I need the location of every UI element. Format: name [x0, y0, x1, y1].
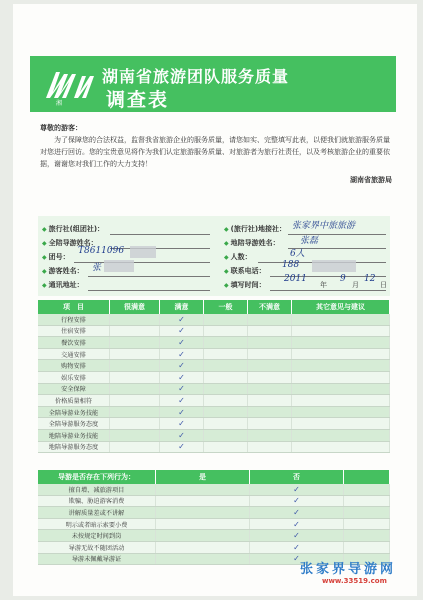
rating-checkbox-cell[interactable]: [204, 418, 248, 429]
rating-comment-cell[interactable]: [292, 349, 390, 360]
behavior-no-cell[interactable]: [250, 519, 344, 530]
rating-row: [38, 384, 390, 396]
date-day-value: 12: [364, 274, 376, 284]
check-mark-icon: ✓: [178, 384, 185, 394]
date-field: [224, 280, 266, 290]
group-no-value: T8611096: [78, 246, 125, 256]
rating-checkbox-cell[interactable]: [160, 442, 204, 453]
behavior-no-cell[interactable]: [250, 542, 344, 553]
behavior-item-label: 讲解质量差或不讲解: [38, 507, 156, 518]
behavior-yes-cell[interactable]: [156, 530, 250, 541]
rating-row: [38, 407, 390, 419]
watermark-text: 张家界导游网: [300, 562, 397, 577]
behavior-item-label: 明示或者暗示索要小费: [38, 519, 156, 530]
behavior-header-question: 导游是否存在下列行为：: [38, 470, 156, 484]
check-mark-icon: ✓: [178, 326, 185, 336]
rating-comment-cell[interactable]: [292, 360, 390, 371]
behavior-yes-cell[interactable]: [156, 507, 250, 518]
service-rating-table: [38, 300, 390, 453]
rating-checkbox-cell[interactable]: [248, 384, 292, 395]
rating-item-label: 购物安排: [38, 360, 110, 371]
redaction: [130, 246, 156, 258]
rating-checkbox-cell[interactable]: [204, 384, 248, 395]
check-mark-icon: ✓: [293, 554, 300, 564]
rating-item-label: 餐饮安排: [38, 337, 110, 348]
address-line[interactable]: [88, 280, 210, 291]
behavior-no-cell[interactable]: [250, 496, 344, 507]
rating-checkbox-cell[interactable]: [248, 360, 292, 371]
rating-checkbox-cell[interactable]: [204, 372, 248, 383]
date-day-unit: 日: [380, 281, 387, 289]
local-agency-field: [224, 224, 286, 234]
rating-item-label: 交通安排: [38, 349, 110, 360]
rating-checkbox-cell[interactable]: [110, 418, 160, 429]
redaction: [104, 260, 134, 272]
tour-guide-line[interactable]: [110, 238, 210, 249]
behavior-row: [38, 484, 390, 496]
rating-header-item: 项 目: [38, 300, 110, 314]
behavior-header-yes: 是: [156, 470, 250, 484]
rating-header-comments: 其它意见与建议: [292, 300, 390, 314]
date-label: ◆ 填写时间：: [224, 281, 266, 289]
rating-header-average: 一般: [204, 300, 248, 314]
rating-checkbox-cell[interactable]: [160, 407, 204, 418]
rating-checkbox-cell[interactable]: [204, 360, 248, 371]
date-year-value: 2011: [284, 274, 307, 284]
behavior-item-label: 未按规定时间到岗: [38, 530, 156, 541]
rating-row: [38, 430, 390, 442]
rating-comment-cell[interactable]: [292, 372, 390, 383]
date-month-unit: 月: [352, 281, 359, 289]
logo-text: 湘: [56, 100, 63, 106]
check-mark-icon: ✓: [178, 337, 185, 347]
rating-checkbox-cell[interactable]: [160, 418, 204, 429]
behavior-yes-cell[interactable]: [156, 554, 250, 565]
rating-checkbox-cell[interactable]: [110, 395, 160, 406]
local-guide-label: ◆ 地陪导游姓名：: [224, 239, 280, 247]
rating-header-unsatisfied: 不满意: [248, 300, 292, 314]
rating-checkbox-cell[interactable]: [248, 349, 292, 360]
behavior-row: [38, 542, 390, 554]
rating-checkbox-cell[interactable]: [110, 337, 160, 348]
rating-checkbox-cell[interactable]: [160, 337, 204, 348]
rating-comment-cell[interactable]: [292, 384, 390, 395]
local-guide-value: 张磊: [300, 236, 319, 246]
tourist-name-field: [42, 266, 84, 276]
letter-signature: 湖南省旅游局: [350, 176, 392, 184]
behavior-item-label: 擅自增、减旅游项目: [38, 484, 156, 495]
rating-comment-cell[interactable]: [292, 442, 390, 453]
rating-checkbox-cell[interactable]: [248, 326, 292, 337]
behavior-blank-cell: [344, 507, 390, 518]
rating-checkbox-cell[interactable]: [248, 442, 292, 453]
rating-checkbox-cell[interactable]: [160, 384, 204, 395]
check-mark-icon: ✓: [293, 531, 300, 541]
tour-info-section: [38, 216, 390, 296]
rating-item-label: 娱乐安排: [38, 372, 110, 383]
letter-salutation: 尊敬的游客：: [40, 124, 82, 132]
rating-checkbox-cell[interactable]: [248, 314, 292, 325]
rating-item-label: 住宿安排: [38, 326, 110, 337]
rating-checkbox-cell[interactable]: [160, 314, 204, 325]
group-no-field: [42, 252, 70, 262]
check-mark-icon: ✓: [293, 507, 300, 517]
rating-checkbox-cell[interactable]: [248, 430, 292, 441]
hunan-tourism-logo: [42, 62, 104, 106]
rating-row: [38, 372, 390, 384]
check-mark-icon: ✓: [293, 484, 300, 494]
local-agency-label: ◆ (旅行社)地接社：: [224, 225, 286, 233]
behavior-blank-cell: [344, 496, 390, 507]
rating-checkbox-cell[interactable]: [110, 407, 160, 418]
behavior-header-blank: [344, 470, 390, 484]
rating-checkbox-cell[interactable]: [160, 326, 204, 337]
check-mark-icon: ✓: [178, 395, 185, 405]
behavior-yes-cell[interactable]: [156, 542, 250, 553]
letter-body: 为了保障您的合法权益，监督我省旅游企业的服务质量，请您如实、完整填写此表，以便我们就旅游服务质量对您进行回访。您的宝贵意见将作为我们认定旅游服务质量、对旅游者为旅行社责任，以及考核旅游企业的重要依据，谢谢您对我们工作的大力支持！: [40, 136, 390, 168]
rating-row: [38, 360, 390, 372]
guide-behavior-table: [38, 470, 390, 565]
rating-comment-cell[interactable]: [292, 314, 390, 325]
form-header: [30, 56, 396, 112]
check-mark-icon: ✓: [293, 542, 300, 552]
address-label: ◆ 通讯地址：: [42, 281, 84, 289]
behavior-no-cell[interactable]: [250, 484, 344, 495]
rating-item-label: 价格质量相符: [38, 395, 110, 406]
rating-checkbox-cell[interactable]: [248, 337, 292, 348]
rating-checkbox-cell[interactable]: [204, 337, 248, 348]
contact-label: ◆ 联系电话：: [224, 267, 266, 275]
rating-comment-cell[interactable]: [292, 407, 390, 418]
tourist-name-value: 张: [92, 263, 102, 273]
behavior-blank-cell: [344, 530, 390, 541]
check-mark-icon: ✓: [178, 372, 185, 382]
contact-field: [224, 266, 266, 276]
behavior-blank-cell: [344, 484, 390, 495]
rating-checkbox-cell[interactable]: [204, 326, 248, 337]
check-mark-icon: ✓: [178, 361, 185, 371]
behavior-header-no: 否: [250, 470, 344, 484]
watermark-url: www.33519.com: [322, 577, 387, 585]
check-mark-icon: ✓: [178, 419, 185, 429]
rating-checkbox-cell[interactable]: [204, 430, 248, 441]
rating-checkbox-cell[interactable]: [160, 372, 204, 383]
form-title-line2: 调查表: [106, 89, 170, 111]
contact-value: 188: [282, 260, 300, 270]
rating-checkbox-cell[interactable]: [110, 384, 160, 395]
behavior-yes-cell[interactable]: [156, 484, 250, 495]
rating-checkbox-cell[interactable]: [204, 395, 248, 406]
rating-row: [38, 326, 390, 338]
behavior-header-row: [38, 470, 390, 484]
behavior-row: [38, 496, 390, 508]
behavior-no-cell[interactable]: [250, 507, 344, 518]
people-label: ◆ 人数：: [224, 253, 252, 261]
agency-label: ◆ 旅行社(组团社)：: [42, 225, 104, 233]
behavior-yes-cell[interactable]: [156, 496, 250, 507]
local-agency-value: 张家界中旅旅游: [292, 221, 356, 231]
rating-checkbox-cell[interactable]: [204, 349, 248, 360]
date-year-unit: 年: [320, 281, 327, 289]
rating-checkbox-cell[interactable]: [110, 360, 160, 371]
people-field: [224, 252, 252, 262]
check-mark-icon: ✓: [178, 442, 185, 452]
rating-row: [38, 314, 390, 326]
rating-checkbox-cell[interactable]: [160, 395, 204, 406]
rating-row: [38, 349, 390, 361]
behavior-item-label: 欺骗、胁迫游客消费: [38, 496, 156, 507]
rating-row: [38, 442, 390, 454]
agency-field: [42, 224, 104, 234]
rating-checkbox-cell[interactable]: [110, 430, 160, 441]
rating-checkbox-cell[interactable]: [248, 372, 292, 383]
rating-checkbox-cell[interactable]: [110, 372, 160, 383]
behavior-row: [38, 519, 390, 531]
people-value: 6人: [290, 249, 305, 259]
behavior-item-label: 导游无故不随团活动: [38, 542, 156, 553]
rating-item-label: 安全保障: [38, 384, 110, 395]
rating-checkbox-cell[interactable]: [160, 349, 204, 360]
rating-checkbox-cell[interactable]: [204, 314, 248, 325]
behavior-blank-cell: [344, 542, 390, 553]
check-mark-icon: ✓: [178, 314, 185, 324]
intro-letter: [40, 122, 392, 186]
rating-item-label: 全陪导游服务态度: [38, 418, 110, 429]
behavior-row: [38, 530, 390, 542]
check-mark-icon: ✓: [293, 519, 300, 529]
rating-row: [38, 337, 390, 349]
group-no-label: ◆ 团号：: [42, 253, 70, 261]
rating-header-very-satisfied: 很满意: [110, 300, 160, 314]
rating-checkbox-cell[interactable]: [248, 407, 292, 418]
check-mark-icon: ✓: [178, 407, 185, 417]
rating-checkbox-cell[interactable]: [110, 314, 160, 325]
rating-item-label: 全陪导游业务技能: [38, 407, 110, 418]
redaction: [312, 260, 356, 272]
form-title-line1: 湖南省旅游团队服务质量: [102, 67, 290, 86]
address-field: [42, 280, 84, 290]
rating-checkbox-cell[interactable]: [204, 442, 248, 453]
behavior-item-label: 导游未佩戴导游证: [38, 554, 156, 565]
check-mark-icon: ✓: [178, 349, 185, 359]
agency-line[interactable]: [110, 224, 210, 235]
check-mark-icon: ✓: [293, 496, 300, 506]
rating-checkbox-cell[interactable]: [248, 395, 292, 406]
behavior-no-cell[interactable]: [250, 530, 344, 541]
rating-checkbox-cell[interactable]: [160, 360, 204, 371]
rating-comment-cell[interactable]: [292, 430, 390, 441]
rating-comment-cell[interactable]: [292, 395, 390, 406]
check-mark-icon: ✓: [178, 430, 185, 440]
rating-checkbox-cell[interactable]: [110, 326, 160, 337]
rating-header-row: [38, 300, 390, 314]
behavior-rows: [38, 484, 390, 565]
rating-comment-cell[interactable]: [292, 418, 390, 429]
rating-item-label: 地陪导游服务态度: [38, 442, 110, 453]
rating-rows: [38, 314, 390, 453]
date-month-value: 9: [340, 274, 346, 284]
rating-checkbox-cell[interactable]: [160, 430, 204, 441]
behavior-blank-cell: [344, 519, 390, 530]
tour-guide-label: ◆ 全陪导游姓名：: [42, 239, 98, 247]
rating-comment-cell[interactable]: [292, 337, 390, 348]
rating-checkbox-cell[interactable]: [110, 349, 160, 360]
rating-item-label: 地陪导游业务技能: [38, 430, 110, 441]
rating-checkbox-cell[interactable]: [204, 407, 248, 418]
tourist-name-label: ◆ 游客姓名：: [42, 267, 84, 275]
rating-comment-cell[interactable]: [292, 326, 390, 337]
rating-item-label: 行程安排: [38, 314, 110, 325]
rating-header-satisfied: 满意: [160, 300, 204, 314]
rating-checkbox-cell[interactable]: [110, 442, 160, 453]
rating-row: [38, 418, 390, 430]
behavior-row: [38, 507, 390, 519]
behavior-yes-cell[interactable]: [156, 519, 250, 530]
rating-row: [38, 395, 390, 407]
rating-checkbox-cell[interactable]: [248, 418, 292, 429]
local-guide-field: [224, 238, 280, 248]
